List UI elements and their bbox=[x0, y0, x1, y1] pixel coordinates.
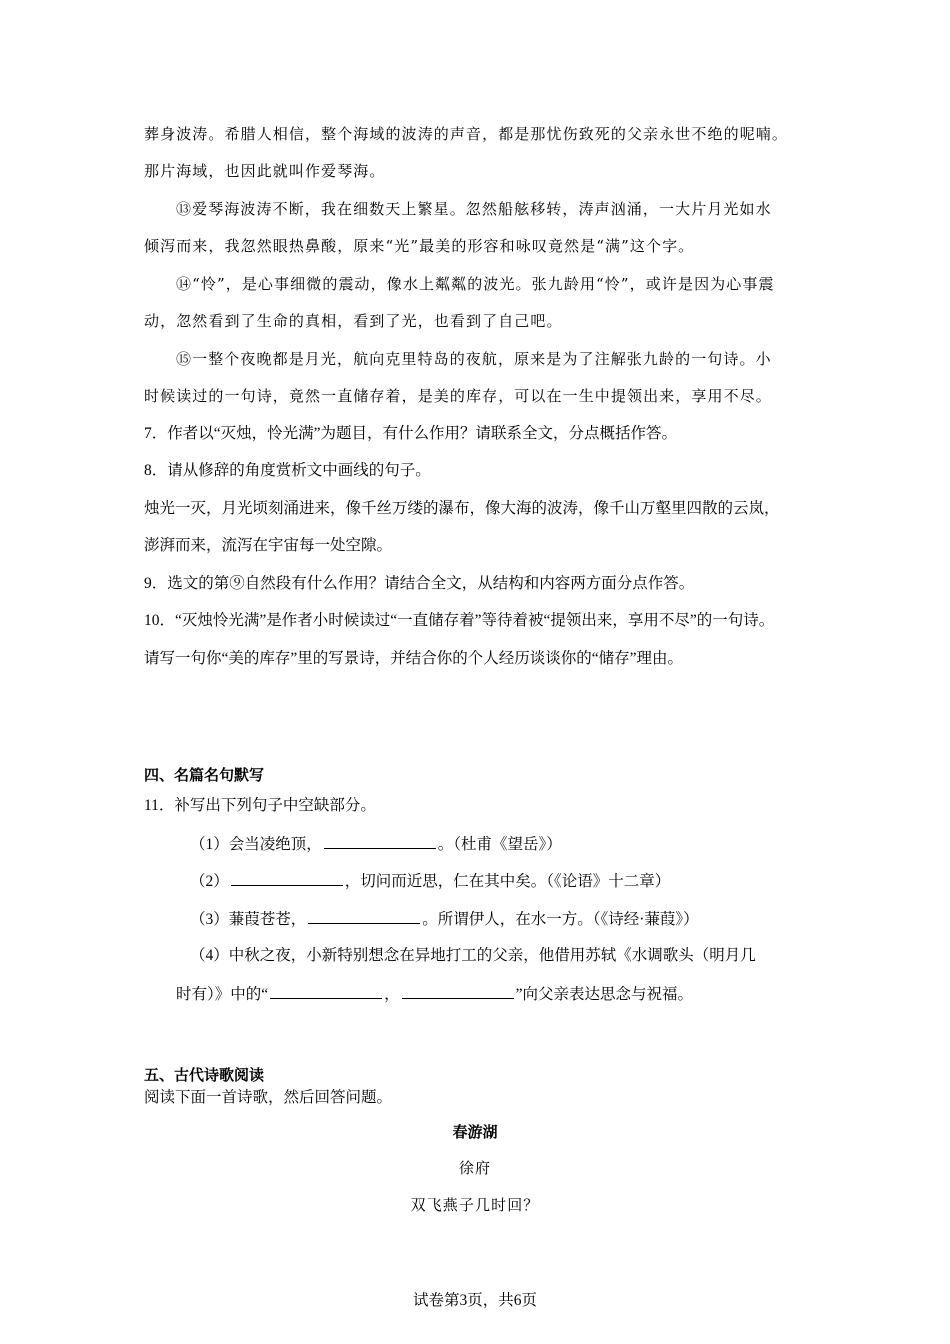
passage-p12-line2: 那片海域，也因此就叫作爱琴海。 bbox=[144, 162, 386, 180]
answer-blank-4b[interactable] bbox=[402, 984, 514, 999]
passage-p15-line1: ⑮一整个夜晚都是月光，航向克里特岛的夜航，原来是为了注解张九龄的一句诗。小 bbox=[176, 350, 772, 368]
question-11: 11．补写出下列句子中空缺部分。 bbox=[144, 797, 376, 814]
section-5-intro: 阅读下面一首诗歌，然后回答问题。 bbox=[144, 1089, 393, 1106]
section-4-heading: 四、名篇名句默写 bbox=[144, 766, 265, 784]
question-8-quote-line2: 澎湃而来，流泻在宇宙每一处空隙。 bbox=[144, 537, 393, 554]
answer-blank-4a[interactable] bbox=[270, 984, 382, 999]
poem-line-1: 双飞燕子几时回？ bbox=[410, 1196, 540, 1214]
answer-blank-2[interactable] bbox=[231, 871, 343, 886]
fill-item-4-line1: （4）中秋之夜，小新特别想念在异地打工的父亲，他借用苏轼《水调歌头（明月几 bbox=[190, 947, 756, 964]
fill-item-4-mid: ， bbox=[384, 986, 400, 1003]
fill-item-2-post: ，切问而近思，仁在其中矣。（《论语》十二章） bbox=[344, 873, 671, 890]
fill-item-2 bbox=[190, 871, 670, 892]
question-8-quote-line1: 烛光一灭，月光顷刻涌进来，像千丝万缕的瀑布，像大海的波涛，像千山万壑里四散的云岚， bbox=[144, 500, 780, 517]
fill-item-3 bbox=[190, 909, 699, 930]
fill-item-1-pre: （1）会当凌绝顶， bbox=[190, 836, 322, 853]
answer-blank-1[interactable] bbox=[324, 834, 436, 849]
poem-author: 徐府 bbox=[458, 1159, 492, 1177]
fill-item-4-line2 bbox=[176, 984, 693, 1005]
passage-p13-line2: 倾泻而来，我忽然眼热鼻酸，原来“光”最美的形容和咏叹竟然是“满”这个字。 bbox=[144, 237, 695, 255]
page-footer: 试卷第3页，共6页 bbox=[412, 1292, 537, 1309]
question-7: 7．作者以“灭烛，怜光满”为题目，有什么作用？请联系全文，分点概括作答。 bbox=[144, 425, 678, 442]
passage-p14-line2: 动，忽然看到了生命的真相，看到了光，也看到了自己吧。 bbox=[144, 312, 563, 330]
question-9: 9．选文的第⑨自然段有什么作用？请结合全文，从结构和内容两方面分点作答。 bbox=[144, 575, 695, 592]
fill-item-1-post: 。（杜甫《望岳》） bbox=[437, 836, 562, 853]
poem-title: 春游湖 bbox=[452, 1123, 498, 1141]
passage-p13-line1: ⑬爱琴海波涛不断，我在细数天上繁星。忽然船舷移转，涛声汹涌，一大片月光如水 bbox=[176, 200, 772, 218]
section-5-heading: 五、古代诗歌阅读 bbox=[144, 1066, 265, 1084]
question-10-line2: 请写一句你“美的库存”里的写景诗，并结合你的个人经历谈谈你的“储存”理由。 bbox=[144, 650, 684, 667]
answer-blank-3[interactable] bbox=[308, 909, 420, 924]
fill-item-4-post: ”向父亲表达思念与祝福。 bbox=[515, 986, 694, 1003]
fill-item-2-pre: （2） bbox=[190, 873, 229, 890]
fill-item-3-pre: （3）蒹葭苍苍， bbox=[190, 911, 307, 928]
fill-item-1 bbox=[190, 834, 562, 855]
passage-p12-line1: 葬身波涛。希腊人相信，整个海域的波涛的声音，都是那忧伤致死的父亲永世不绝的呢喃。 bbox=[144, 125, 789, 143]
fill-item-4-pre: 时有）》中的“ bbox=[176, 986, 269, 1003]
question-8: 8．请从修辞的角度赏析文中画线的句子。 bbox=[144, 462, 431, 479]
passage-p15-line2: 时候读过的一句诗，竟然一直储存着，是美的库存，可以在一生中提领出来，享用不尽。 bbox=[144, 387, 772, 405]
fill-item-3-post: 。所谓伊人，在水一方。（《诗经·蒹葭》） bbox=[422, 911, 699, 928]
question-10-line1: 10．“灭烛怜光满”是作者小时候读过“一直储存着”等待着被“提领出来，享用不尽”的一句诗。 bbox=[144, 612, 775, 629]
passage-p14-line1: ⑭“怜”，是心事细微的震动，像水上粼粼的波光。张九龄用“怜”，或许是因为心事震 bbox=[176, 275, 775, 293]
